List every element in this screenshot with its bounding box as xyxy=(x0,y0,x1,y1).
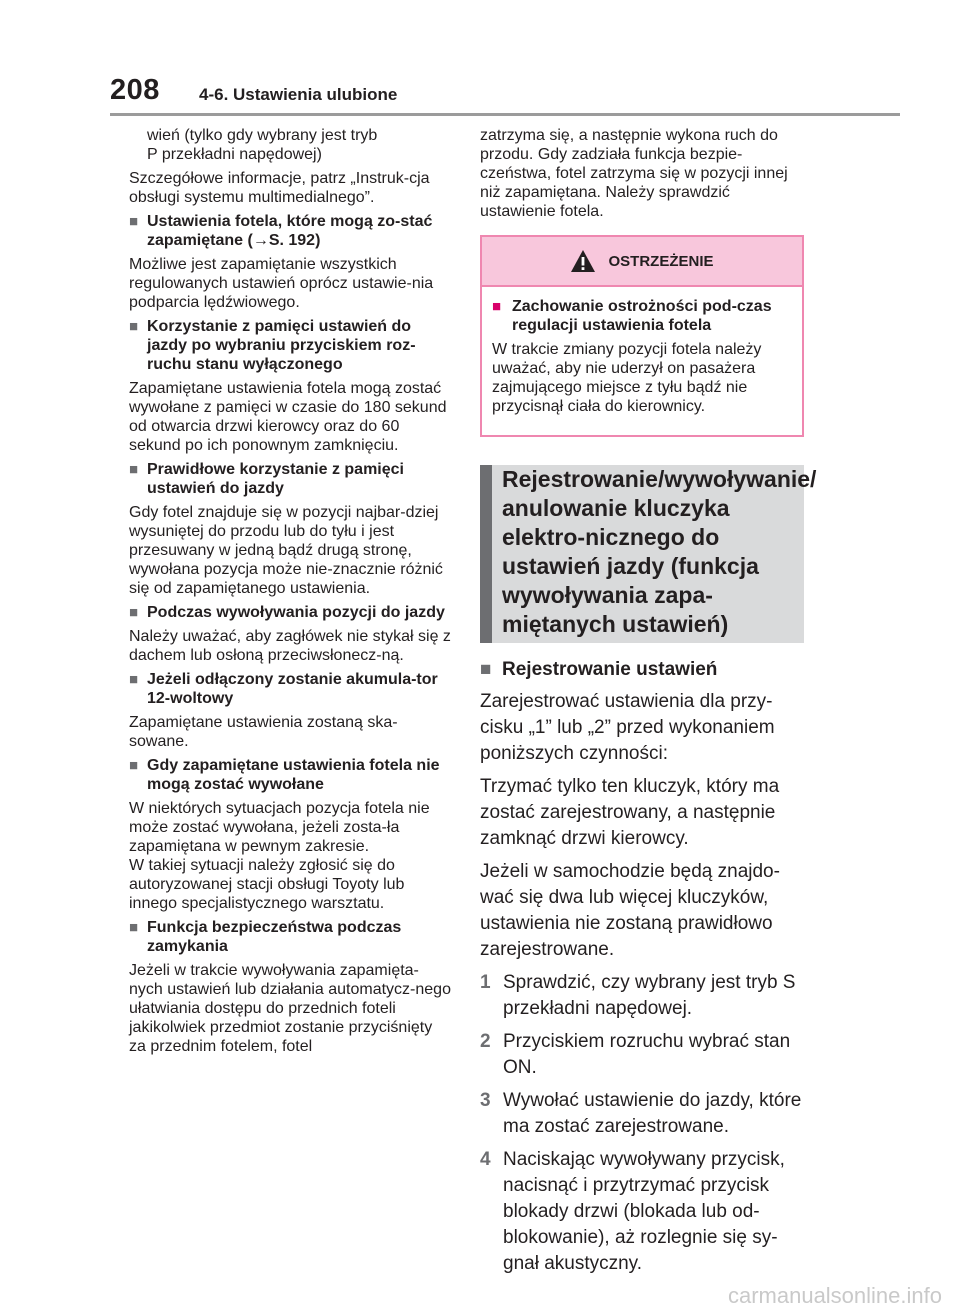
right-column xyxy=(480,126,817,1284)
heading-register-settings: ■ Rejestrowanie ustawień xyxy=(480,657,804,683)
warning-text: W trakcie zmiany pozycji fotela należy uważać, aby nie uderzył on pasażera zajmującego miejsce z tyłu bądź nie przycisnął ciała do kierownicy. xyxy=(492,341,762,415)
paragraph-register-intro: Zarejestrować ustawienia dla przy-cisku „1” lub „2” przed wykonaniem poniższych czynności: xyxy=(480,691,775,764)
paragraph-multimedia-reference: Szczegółowe informacje, patrz „Instruk-cja obsługi systemu multimedialnego”. xyxy=(129,170,430,206)
paragraph-battery-disconnected: Zapamiętane ustawienia zostaną ska-sowane. xyxy=(129,714,398,750)
warning-box xyxy=(480,235,804,437)
heading-safety-function: ■ Funkcja bezpieczeństwa podczas zamykania xyxy=(129,918,451,956)
warning-body xyxy=(482,287,802,435)
paragraph-safety-continued: zatrzyma się, a następnie wykona ruch do przodu. Gdy zadziała funkcja bezpie-czeństwa, fotel zatrzyma się w pozycji innej niż zapamiętana. Należy sprawdzić ustawienie fotela. xyxy=(480,127,788,220)
paragraph-multiple-keys: Jeżeli w samochodzie będą znajdo-wać się dwa lub więcej kluczyków, ustawienia nie zostaną prawidłowo zarejestrowane. xyxy=(480,861,780,960)
paragraph-continued: wień (tylko gdy wybrany jest tryb P przekładni napędowej) xyxy=(147,127,378,163)
heading-cannot-recall: ■ Gdy zapamiętane ustawienia fotela nie mogą zostać wywołane xyxy=(129,756,451,794)
step-text: Naciskając wywoływany przycisk, nacisnąć i przytrzymać przycisk blokady drzwi (blokada lub od-blokowanie), aż rozlegnie się sy-gnał akustyczny. xyxy=(503,1149,785,1274)
paragraph-memory-after-off: Zapamiętane ustawienia fotela mogą zostać wywołane z pamięci w czasie do 180 sekund od otwarcia drzwi kierowcy oraz do 60 sekund po ich ponownym zamknięciu. xyxy=(129,380,447,454)
paragraph-safety-function: Jeżeli w trakcie wywoływania zapamięta-nych ustawień lub działania automatycz-nego ułatwiania dostępu do przednich foteli jakikolwiek przedmiot zostanie przyciśnięty za przednim fotelem, fotel xyxy=(129,962,451,1055)
paragraph-storable-settings: Możliwe jest zapamiętanie wszystkich regulowanych ustawień oprócz ustawie-nia podparcia lędźwiowego. xyxy=(129,256,434,311)
step-text: Przyciskiem rozruchu wybrać stan ON. xyxy=(503,1031,791,1078)
registration-instructions xyxy=(480,657,804,1277)
step-item xyxy=(480,970,804,1022)
step-item xyxy=(480,1029,804,1081)
step-number: 3 xyxy=(480,1090,491,1111)
step-item xyxy=(480,1088,804,1140)
paragraph-proper-use: Gdy fotel znajduje się w pozycji najbar-dziej wysuniętej do przodu lub do tyłu i jest przesuwany w jedną bądź drugą stronę, wywołana pozycja może nie-znacznie różnić się od zapamiętanego ustawienia. xyxy=(129,504,443,597)
paragraph-recall-position: Należy uważać, aby zagłówek nie stykał się z dachem lub osłoną przeciwsłonecz-ną. xyxy=(129,628,451,664)
heading-memory-after-off: ■ Korzystanie z pamięci ustawień do jazdy po wybraniu przyciskiem roz-ruchu stanu wyłączonego xyxy=(129,317,451,374)
warning-heading: ■ Zachowanie ostrożności pod-czas regulacji ustawienia fotela xyxy=(492,297,792,335)
warning-header xyxy=(482,237,802,287)
heading-recall-position: ■ Podczas wywoływania pozycji do jazdy xyxy=(129,603,451,622)
section-title: Rejestrowanie/wywoływanie/ anulowanie kluczyka elektro-nicznego do ustawień jazdy (funkcja wywoływania zapa-miętanych ustawień) xyxy=(480,465,804,643)
header-rule xyxy=(110,113,900,116)
heading-battery-disconnected: ■ Jeżeli odłączony zostanie akumula-tor 12-woltowy xyxy=(129,670,451,708)
step-number: 2 xyxy=(480,1031,491,1052)
watermark: carmanualsonline.info xyxy=(727,1283,942,1308)
warning-triangle-icon xyxy=(570,249,596,273)
step-number: 1 xyxy=(480,972,491,993)
heading-storable-settings: ■ Ustawienia fotela, które mogą zo-stać zapamiętane (→S. 192) xyxy=(129,212,451,250)
heading-proper-use: ■ Prawidłowe korzystanie z pamięci ustawień do jazdy xyxy=(129,460,451,498)
page-number: 208 xyxy=(110,74,160,106)
warning-title: OSTRZEŻENIE xyxy=(608,252,714,270)
step-text: Wywołać ustawienie do jazdy, które ma zostać zarejestrowane. xyxy=(503,1090,802,1137)
section-header: 4-6. Ustawienia ulubione xyxy=(199,85,398,104)
step-text: Sprawdzić, czy wybrany jest tryb S przekładni napędowej. xyxy=(503,972,796,1019)
step-item xyxy=(480,1147,804,1277)
left-column xyxy=(129,126,451,1061)
paragraph-cannot-recall: W niektórych sytuacjach pozycja fotela nie może zostać wywołana, jeżeli zosta-ła zapamiętana w pewnym zakresie. W takiej sytuacji należy zgłosić się do autoryzowanej stacji obsługi Toyoty lub innego specjalistycznego warsztatu. xyxy=(129,800,430,912)
paragraph-hold-key: Trzymać tylko ten kluczyk, który ma zostać zarejestrowany, a następnie zamknąć drzwi kierowcy. xyxy=(480,776,780,849)
step-number: 4 xyxy=(480,1149,491,1170)
